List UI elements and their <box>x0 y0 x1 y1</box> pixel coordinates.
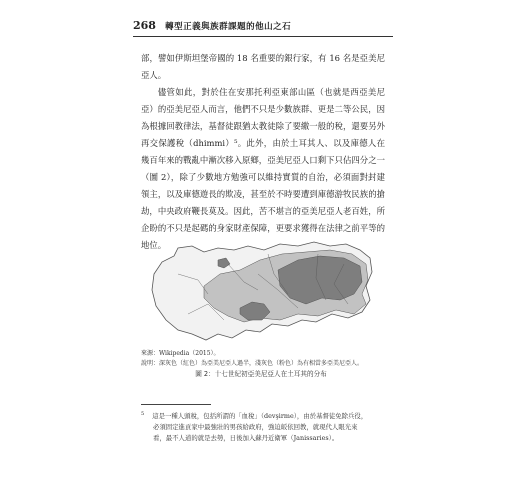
map-graphic <box>148 234 376 348</box>
footnote <box>141 409 385 444</box>
armenian-distribution-map <box>148 234 376 348</box>
body-text <box>141 50 385 254</box>
running-header <box>133 16 393 37</box>
footnote-line-3: 看，最不人道的就是去勢，日後加入蘇丹近衛軍（Janissaries）。 <box>153 434 339 443</box>
footnote-marker: 5 <box>141 411 145 417</box>
figure-caption: 圖 2：十七世紀初亞美尼亞人在土耳其的分布 <box>195 370 327 378</box>
page-number: 268 <box>133 19 156 32</box>
paragraph-main: 儘管如此，對於住在安那托利亞東部山區（也就是西亞美尼亞）的亞美尼亞人而言，他們不只是少數族群、更是二等公民，因為根據回教律法，基督徒跟猶太教徒除了要繳一般的稅，還要另外再交保護稅（dhimmi）⁵。此外，由於土耳其人、以及庫德人在幾百年來的戰亂中漸次移入原鄉，亞美尼亞人口剩下只佔四分之一（圖 2），除了少數地方勉強可以維持實質的自治，必須面對封建領主，以及庫德遊長的欺凌，甚至於不時要遭到庫德游牧民族的搶劫，中央政府鞭長莫及。因此，苦不堪言的亞美尼亞人老百姓，所企盼的不只是起碼的身家財產保障，更要求獲得在法律之前平等的地位。 <box>141 87 385 250</box>
figure-notes <box>141 349 391 369</box>
footnote-divider <box>141 404 211 405</box>
book-title: 轉型正義與族群課題的他山之石 <box>165 22 292 32</box>
figure-legend-note: 說明：深灰色（紅色）為亞美尼亞人過半，淺灰色（粉色）為有相當多亞美尼亞人。 <box>141 360 364 367</box>
figure-source: 來源：Wikipedia（2015）。 <box>141 350 220 357</box>
footnote-line-1: 這是一種人頭稅，包括所謂的「血稅」（devşirme），由於基督徒免除兵役， <box>152 412 368 421</box>
footnote-line-2: 必須固定進貢家中最強壯的男孩給政府，強迫皈依回教，就現代人眼光來 <box>153 423 358 432</box>
paragraph-continued: 部，譬如伊斯坦堡帝國的 18 名重要的銀行家，有 16 名是亞美尼亞人。 <box>141 53 385 80</box>
